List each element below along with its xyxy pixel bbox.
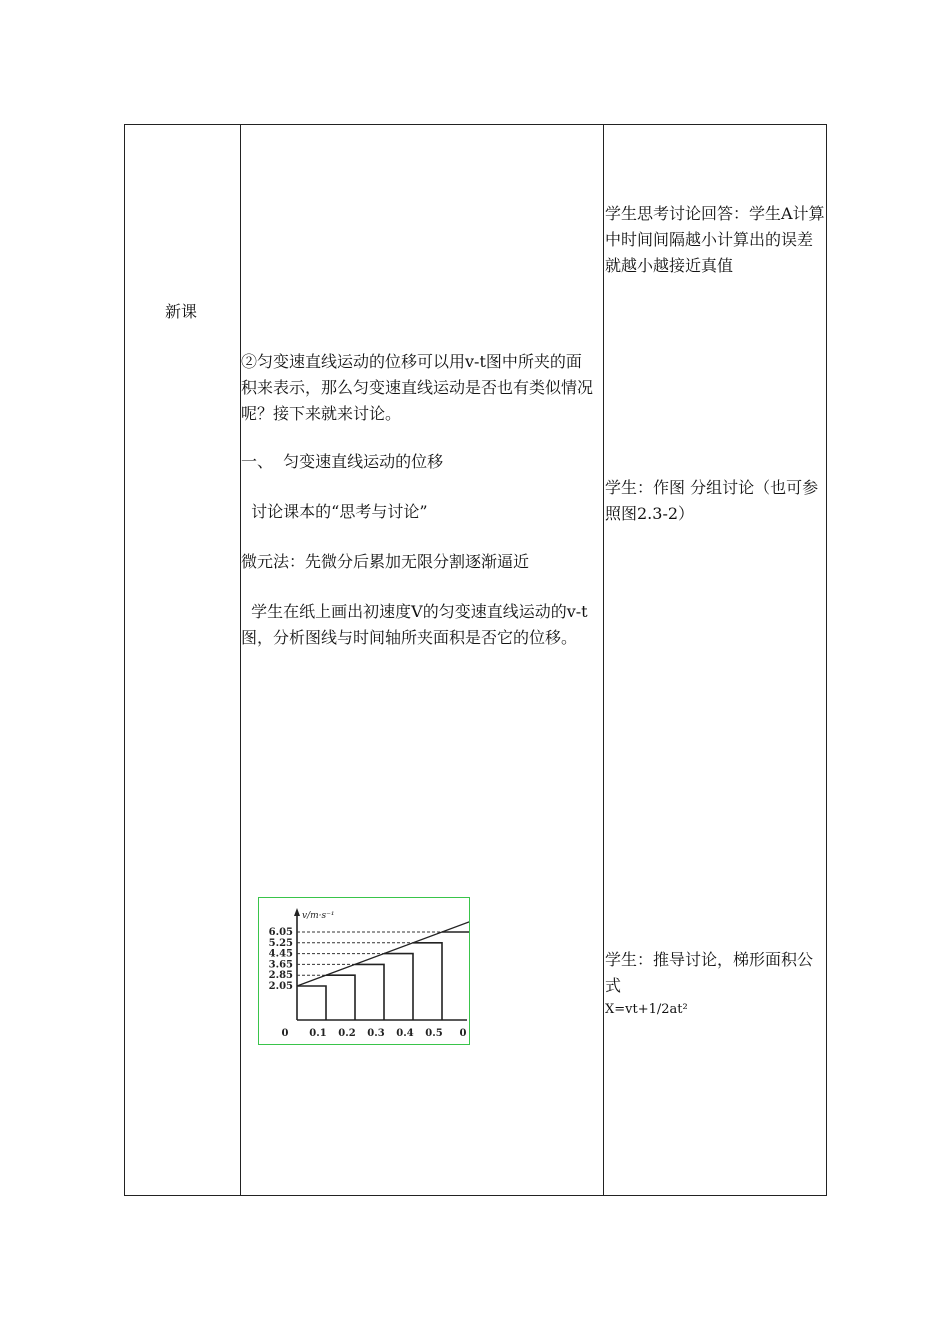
section-heading: 一、 匀变速直线运动的位移 [241,452,444,471]
bar-1 [297,986,326,1020]
bar-2 [326,975,355,1020]
student-answer-1: 学生思考讨论回答：学生A计算中时间间隔越小计算出的误差就越小越接近真值 [605,204,825,275]
y-tick-label: 2.85 [268,970,293,982]
column-divider-1 [240,125,241,1195]
column-divider-2 [603,125,604,1195]
paragraph-student-task: 学生在纸上画出初速度V的匀变速直线运动的v-t图，分析图线与时间轴所夹面积是否它的位移。 [241,602,588,647]
x-tick-label: 0.4 [396,1028,414,1039]
y-tick-label: 4.45 [268,948,293,960]
lesson-label: 新课 [165,302,198,321]
vt-chart [259,898,469,1044]
bar-4 [384,954,413,1020]
bar-5 [413,943,442,1020]
vt-chart-figure [258,897,470,1045]
x-tick-label: 0.3 [367,1028,385,1039]
x-tick-label: 0 [281,1028,289,1039]
bar-6 [442,932,469,1020]
x-tick-label: 0.2 [338,1028,356,1039]
student-answer-3: 学生：推导讨论，梯形面积公式 [605,950,814,995]
lesson-table [124,124,827,1196]
x-tick-label: 0 [459,1028,467,1039]
y-tick-label: 5.25 [268,937,293,949]
bar-3 [355,964,384,1020]
y-tick-label: 6.05 [268,927,293,938]
x-tick-label: 0.1 [309,1028,327,1039]
formula-text: X=vt+1/2at² [605,1002,688,1017]
paragraph-micro-method: 微元法：先微分后累加无限分割逐渐逼近 [241,552,530,571]
y-axis-arrow [294,908,300,916]
student-answer-2: 学生：作图 分组讨论（也可参照图2.3-2） [605,478,819,523]
y-tick-label: 3.65 [268,959,293,971]
x-tick-label: 0.5 [425,1028,443,1039]
paragraph-intro: ②匀变速直线运动的位移可以用v-t图中所夹的面积来表示，那么匀变速直线运动是否也有类似情况呢？接下来就来讨论。 [241,352,594,423]
y-tick-label: 2.05 [268,981,293,992]
paragraph-discussion: 讨论课本的“思考与讨论” [241,502,428,521]
y-axis-label: v/m·s⁻¹ [302,911,335,921]
